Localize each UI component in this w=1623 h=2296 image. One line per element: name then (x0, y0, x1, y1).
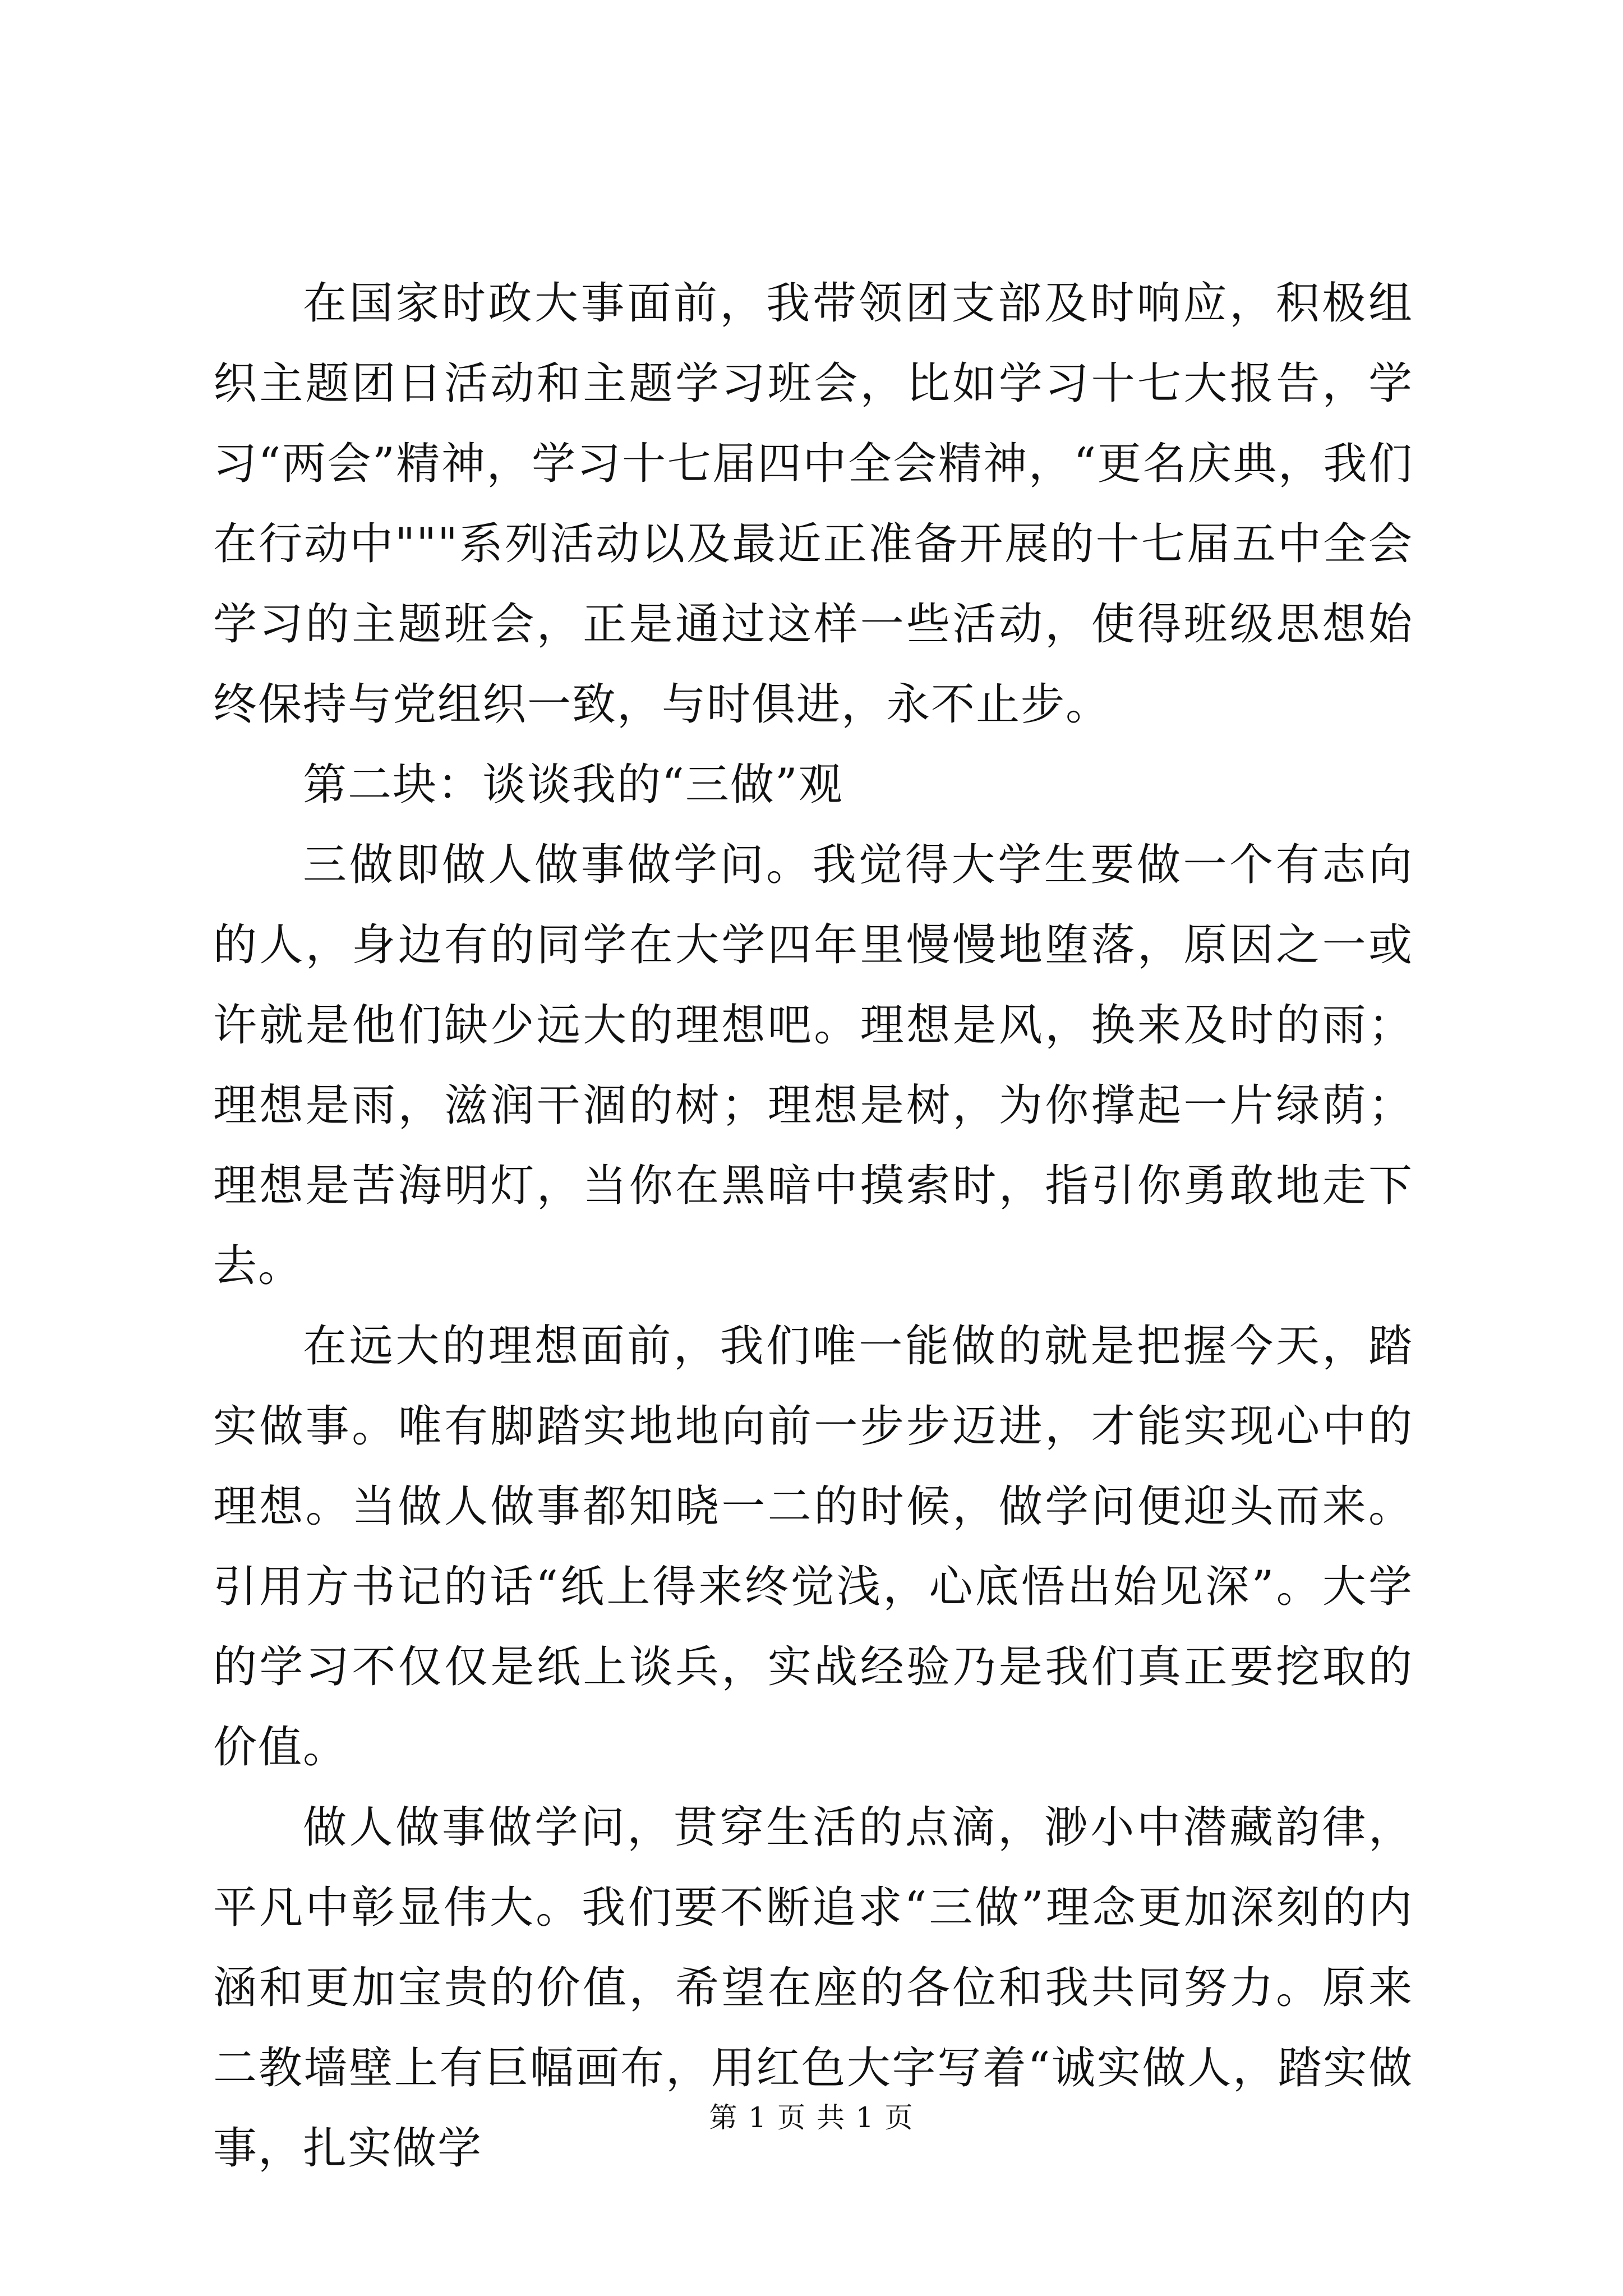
section-heading-three-do: 第二块：谈谈我的“三做”观 (303, 760, 843, 810)
paragraph-practical-work: 在远大的理想面前，我们唯一能做的就是把握今天，踏实做事。唯有脚踏实地地向前一步步迈进，才能实现心中的理想。当做人做事都知晓一二的时候，做学问便迎头而来。引用方书记的话“纸上得来终觉浅，心底悟出始见深”。大学的学习不仅仅是纸上谈兵，实战经验乃是我们真正要挖取的价值。 (213, 1321, 1413, 1773)
document-body (213, 264, 1413, 2189)
paragraph-conclusion: 做人做事做学问，贯穿生活的点滴，渺小中潜藏韵律，平凡中彰显伟大。我们要不断追求“三做”理念更加深刻的内涵和更加宝贵的价值，希望在座的各位和我共同努力。原来二教墙壁上有巨幅画布，用红色大字写着“诚实做人，踏实做事，扎实做学 (213, 1802, 1413, 2174)
page-footer: 第 1 页 共 1 页 (709, 2101, 914, 2134)
paragraph-ideals: 三做即做人做事做学问。我觉得大学生要做一个有志向的人，身边有的同学在大学四年里慢慢地堕落，原因之一或许就是他们缺少远大的理想吧。理想是风，换来及时的雨；理想是雨，滋润干涸的树；理想是树，为你撑起一片绿荫；理想是苦海明灯，当你在黑暗中摸索时，指引你勇敢地走下去。 (213, 840, 1413, 1291)
paragraph-current-affairs: 在国家时政大事面前，我带领团支部及时响应，积极组织主题团日活动和主题学习班会，比如学习十七大报告，学习“两会”精神，学习十七届四中全会精神，“更名庆典，我们在行动中"""系列活动以及最近正准备开展的十七届五中全会学习的主题班会，正是通过这样一些活动，使得班级思想始终保持与党组织一致，与时俱进，永不止步。 (213, 278, 1413, 730)
